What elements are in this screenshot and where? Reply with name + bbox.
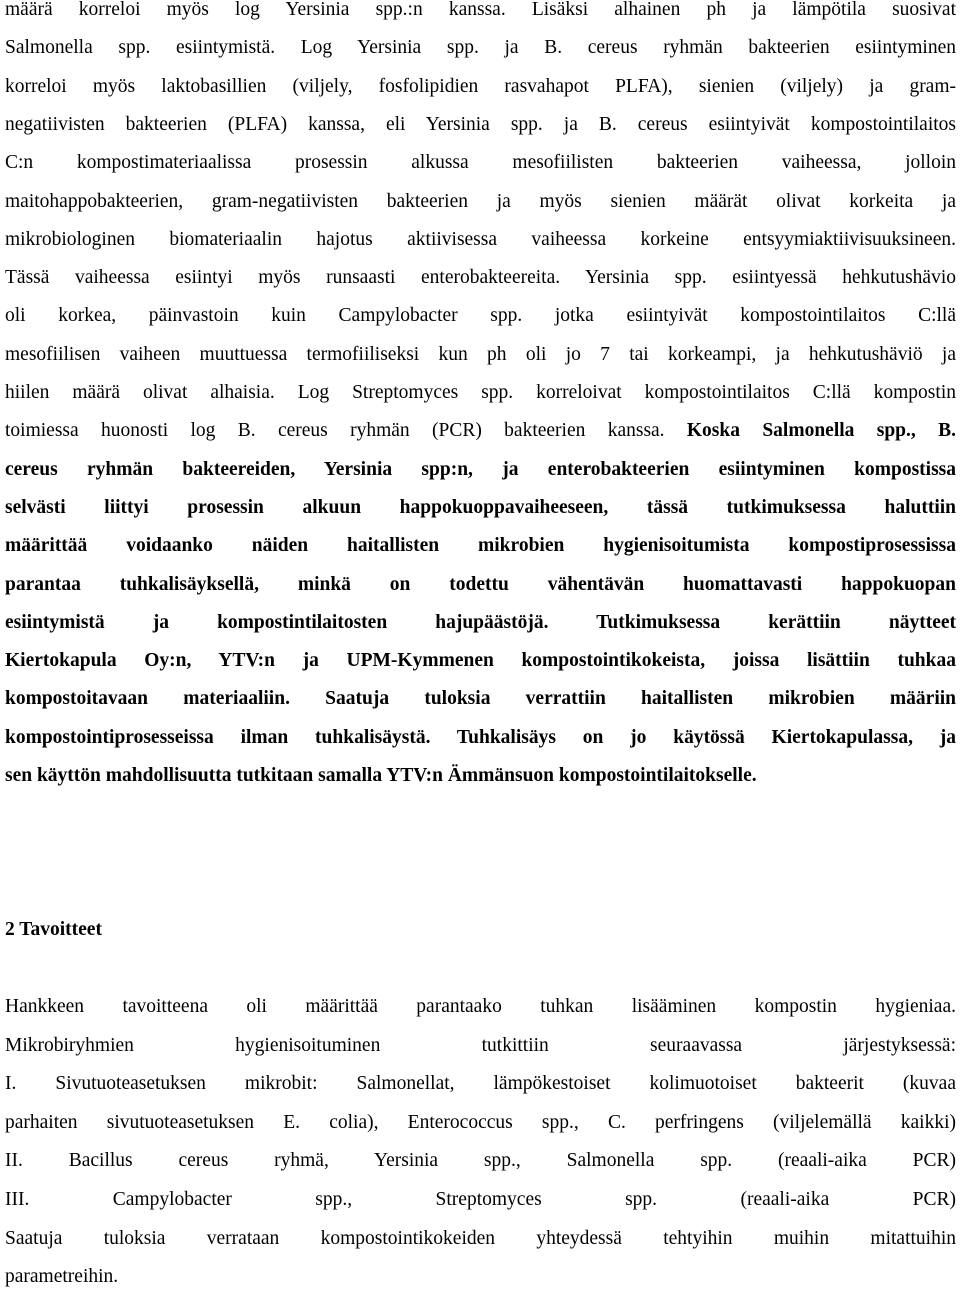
text-line [5,227,956,253]
text-line [5,150,956,176]
text-line [5,572,956,598]
bold-text: parantaa tuhkalisäyksellä, minkä on todettu vähentävän huomattavasti happokuopan [5,573,956,595]
text-run: mesofiilisen vaiheen muuttuessa termofiiliseksi kun ph oli jo 7 tai korkeampi, ja hehkutushäviö ja [5,343,956,365]
text-line [5,994,956,1020]
text-run: hiilen määrä olivat alhaisia. Log Streptomyces spp. korreloivat kompostointilaitos C:llä kompostin [5,382,956,403]
text-run: määrä korreloi myös log Yersinia spp.:n kanssa. Lisäksi alhainen ph ja lämpötila suosivat [5,0,956,20]
text-line [5,610,956,636]
text-run: Salmonella spp. esiintymistä. Log Yersinia spp. ja B. cereus ryhmän bakteerien esiintyminen [5,37,956,59]
text-run: oli korkea, päinvastoin kuin Campylobacter spp. jotka esiintyivät kompostointilaitos C:llä [5,305,956,327]
text-run: mikrobiologinen biomateriaalin hajotus aktiivisessa vaiheessa korkeine entsyymiaktiivisuuksineen. [5,228,956,250]
text-line [5,342,956,368]
text-line [5,265,956,291]
text-line [5,380,956,406]
text-line [5,725,956,751]
bold-text: cereus ryhmän bakteereiden, Yersinia spp:n, ja enterobakteerien esiintyminen kompostissa [5,458,956,480]
text-line [5,1033,956,1059]
bold-text: selvästi liittyi prosessin alkuun happokuoppavaiheeseen, tässä tutkimuksessa haluttiin [5,496,956,518]
text-run: Mikrobiryhmien hygienisoituminen tutkittiin seuraavassa järjestyksessä: [5,1034,956,1056]
text-line [5,1264,956,1290]
text-line [5,0,956,23]
text-run: maitohappobakteerien, gram-negatiivisten bakteerien ja myös sienien määrät olivat korkeita ja [5,190,956,212]
text-line [5,533,956,559]
text-run: parametreihin. [5,1266,119,1288]
text-line [5,1187,956,1213]
text-run: negatiivisten bakteerien (PLFA) kanssa, eli Yersinia spp. ja B. cereus esiintyivät kompostointilaitos [5,113,956,135]
text-run: I. Sivutuoteasetuksen mikrobit: Salmonellat, lämpökestoiset kolimuotoiset bakteerit (kuvaa [5,1073,956,1095]
text-line [5,74,956,100]
text-run: Tässä vaiheessa esiintyi myös runsaasti enterobakteereita. Yersinia spp. esiintyessä hehkutushävio [5,267,956,289]
text-line [5,457,956,483]
text-run: korreloi myös laktobasillien (viljely, fosfolipidien rasvahapot PLFA), sienien (viljely) ja gram- [5,75,956,97]
bold-text: sen käyttön mahdollisuutta tutkitaan samalla YTV:n Ämmänsuon kompostointilaitokselle. [5,765,757,786]
text-run: C:n kompostimateriaalissa prosessin alkussa mesofiilisten bakteerien vaiheessa, jolloin [5,152,956,174]
text-line [5,112,956,138]
text-run: toimiessa huonosti log B. cereus ryhmän (PCR) bakteerien kanssa. [5,420,687,442]
text-line [5,418,956,444]
section-heading: 2 Tavoitteet [5,919,102,940]
text-line [5,189,956,215]
text-run: Hankkeen tavoitteena oli määrittää parantaako tuhkan lisääminen kompostin hygieniaa. [5,996,956,1017]
text-run: parhaiten sivutuoteasetuksen E. colia), Enterococcus spp., C. perfringens (viljelemällä kaikki) [5,1111,956,1133]
bold-text: määrittää voidaanko näiden haitallisten mikrobien hygienisoitumista kompostiprosessissa [5,535,956,557]
text-line [5,1071,956,1097]
text-line [5,35,956,61]
text-run: Saatuja tuloksia verrataan kompostointikokeiden yhteydessä tehtyihin muihin mitattuihin [5,1227,956,1249]
text-line [5,648,956,674]
text-line [5,495,956,521]
bold-text: kompostointiprosesseissa ilman tuhkalisäystä. Tuhkalisäys on jo käytössä Kiertokapulassa, ja [5,726,956,748]
bold-text: Kiertokapula Oy:n, YTV:n ja UPM-Kymmenen kompostointikokeista, joissa lisättiin tuhkaa [5,650,956,672]
text-run: II. Bacillus cereus ryhmä, Yersinia spp., Salmonella spp. (reaali-aika PCR) [5,1150,956,1172]
bold-text: esiintymistä ja kompostintilaitosten hajupäästöjä. Tutkimuksessa kerättiin näytteet [5,611,956,633]
text-line [5,303,956,329]
text-line [5,763,956,789]
text-line [5,1110,956,1136]
text-run: III. Campylobacter spp., Streptomyces spp. (reaali-aika PCR) [5,1189,956,1210]
text-line [5,686,956,712]
bold-text: Koska Salmonella spp., B. [686,420,956,442]
text-line [5,1148,956,1174]
text-line [5,1226,956,1252]
bold-text: kompostoitavaan materiaaliin. Saatuja tuloksia verrattiin haitallisten mikrobien määriin [5,688,956,710]
